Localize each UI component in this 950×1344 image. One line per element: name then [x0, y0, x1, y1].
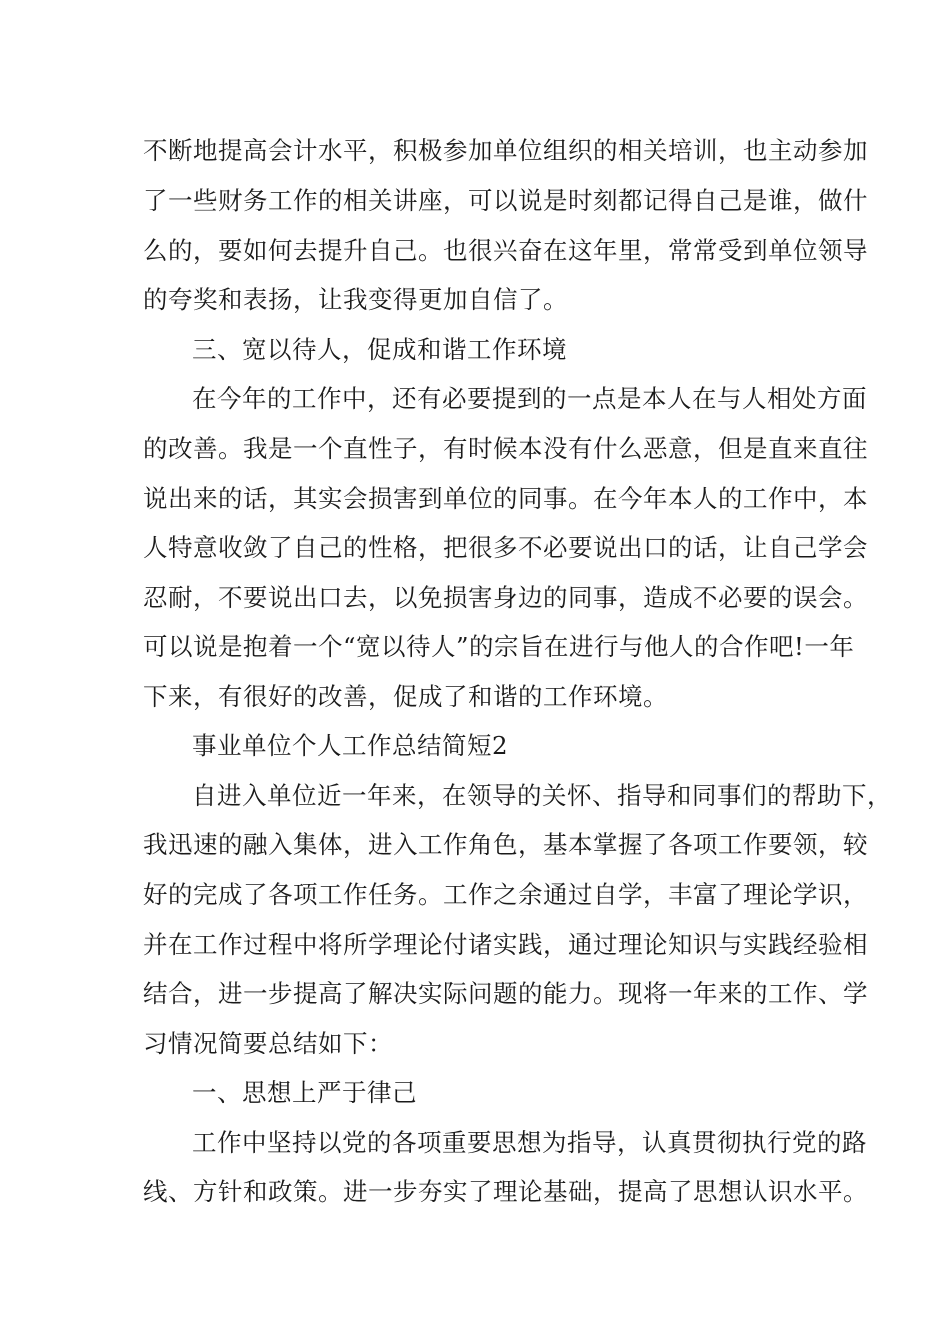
paragraph-line: 不断地提高会计水平，积极参加单位组织的相关培训，也主动参加 — [143, 136, 868, 165]
paragraph-line: 并在工作过程中将所学理论付诸实践，通过理论知识与实践经验相 — [143, 930, 868, 959]
paragraph-line: 忍耐，不要说出口去，以免损害身边的同事，造成不必要的误会。 — [143, 583, 868, 612]
paragraph-line: 好的完成了各项工作任务。工作之余通过自学，丰富了理论学识， — [143, 880, 868, 909]
paragraph-line: 工作中坚持以党的各项重要思想为指导，认真贯彻执行党的路 — [192, 1128, 867, 1157]
paragraph-line: 在今年的工作中，还有必要提到的一点是本人在与人相处方面 — [192, 384, 867, 413]
paragraph-line: 习情况简要总结如下： — [143, 1029, 393, 1058]
paragraph-line: 我迅速的融入集体，进入工作角色，基本掌握了各项工作要领，较 — [143, 830, 868, 859]
paragraph-line: 的夸奖和表扬，让我变得更加自信了。 — [143, 285, 568, 314]
paragraph-line: 说出来的话，其实会损害到单位的同事。在今年本人的工作中，本 — [143, 484, 868, 513]
paragraph-line: 了一些财务工作的相关讲座，可以说是时刻都记得自己是谁，做什 — [143, 186, 868, 215]
section-heading: 一、思想上严于律己 — [192, 1078, 417, 1107]
paragraph-line: 下来，有很好的改善，促成了和谐的工作环境。 — [143, 682, 668, 711]
section-heading: 三、宽以待人，促成和谐工作环境 — [192, 335, 567, 364]
paragraph-line: 么的，要如何去提升自己。也很兴奋在这年里，常常受到单位领导 — [143, 236, 868, 265]
paragraph-line: 人特意收敛了自己的性格，把很多不必要说出口的话，让自己学会 — [143, 533, 868, 562]
paragraph-line: 自进入单位近一年来，在领导的关怀、指导和同事们的帮助下， — [192, 781, 892, 810]
document-subtitle: 事业单位个人工作总结简短2 — [192, 731, 509, 760]
paragraph-line: 结合，进一步提高了解决实际问题的能力。现将一年来的工作、学 — [143, 979, 868, 1008]
paragraph-line: 线、方针和政策。进一步夯实了理论基础，提高了思想认识水平。 — [143, 1177, 868, 1206]
paragraph-line: 可以说是抱着一个“宽以待人”的宗旨在进行与他人的合作吧!一年 — [143, 632, 855, 661]
paragraph-line: 的改善。我是一个直性子，有时候本没有什么恶意，但是直来直往 — [143, 434, 868, 463]
